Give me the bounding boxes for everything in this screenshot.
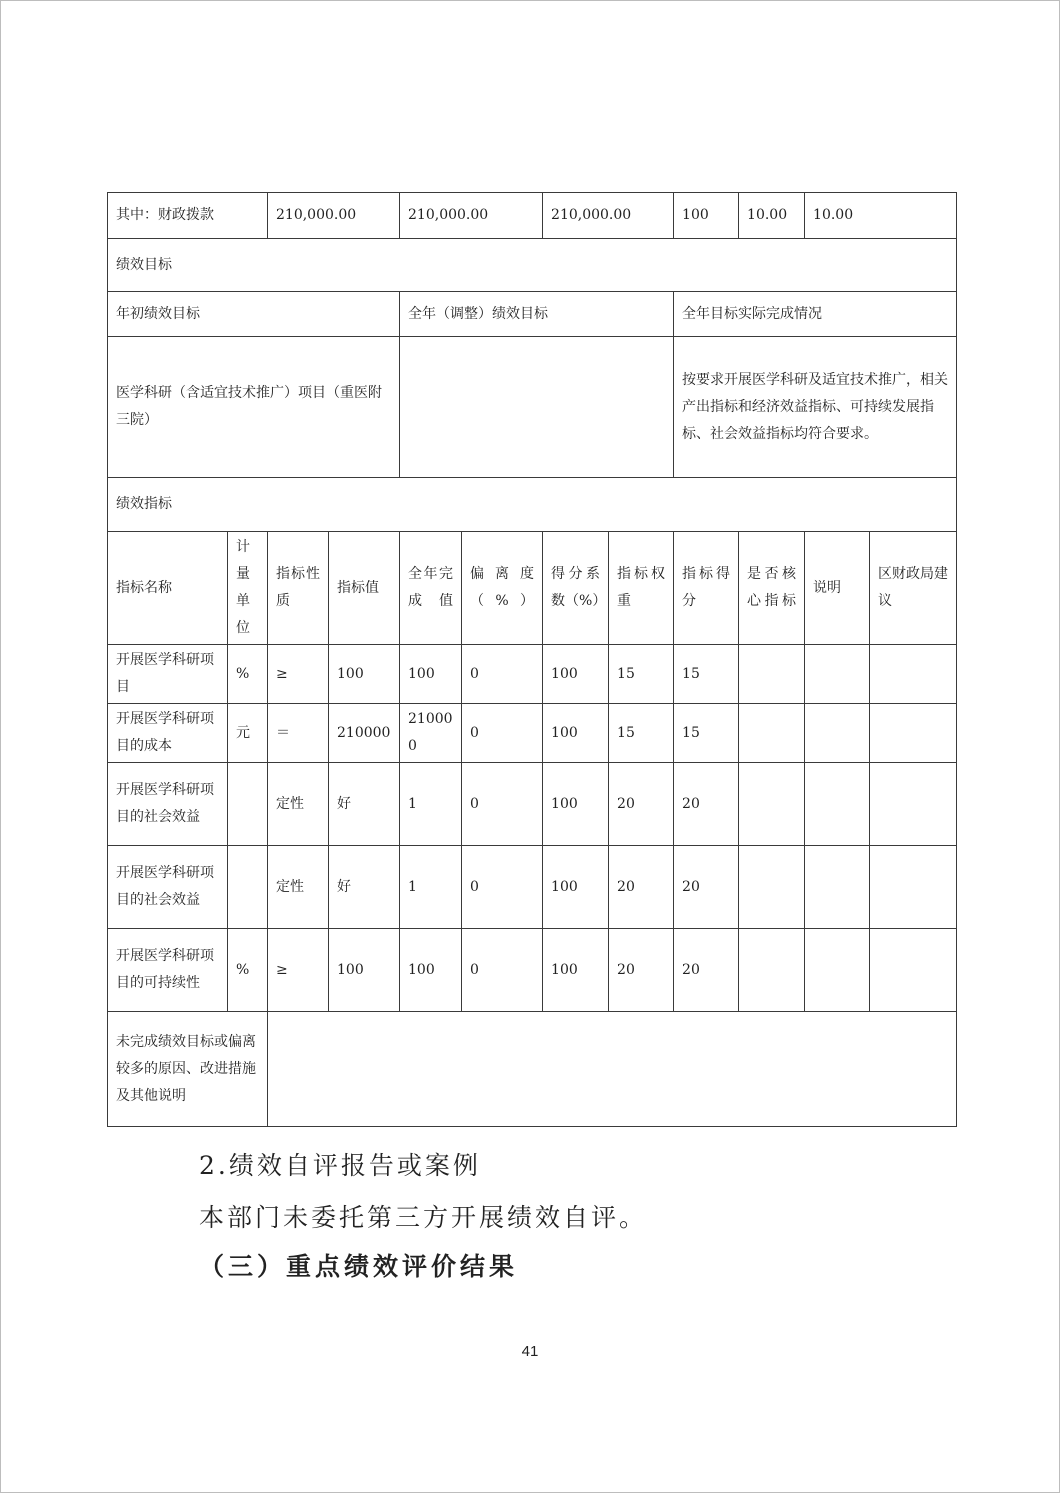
indicator-score: 20 (674, 763, 739, 846)
execution-rate: 100 (674, 193, 739, 239)
indicator-name: 开展医学科研项目的社会效益 (108, 763, 228, 846)
funding-row (108, 193, 957, 239)
header-weight: 指标权重 (609, 532, 674, 645)
table-row (108, 645, 957, 704)
table-row (108, 704, 957, 763)
remarks-label: 未完成绩效目标或偏离较多的原因、改进措施及其他说明 (108, 1012, 268, 1127)
goal-adjusted-text (400, 337, 674, 478)
indicator-note (805, 763, 870, 846)
indicator-weight: 15 (609, 704, 674, 763)
indicator-advice (870, 645, 957, 704)
remarks-value (268, 1012, 957, 1127)
indicator-unit: % (228, 645, 268, 704)
indicator-core (739, 704, 805, 763)
indicator-header-row (108, 532, 957, 645)
goal-initial-text: 医学科研（含适宜技术推广）项目（重医附三院） (108, 337, 400, 478)
section-heading-key-evaluation: （三）重点绩效评价结果 (199, 1252, 519, 1281)
indicator-nature: 定性 (268, 846, 329, 929)
goal-initial-header: 年初绩效目标 (108, 292, 400, 337)
header-name: 指标名称 (108, 532, 228, 645)
indicator-note (805, 704, 870, 763)
header-score: 指标得分 (674, 532, 739, 645)
budget-full: 210,000.00 (400, 193, 543, 239)
indicator-core (739, 763, 805, 846)
indicator-core (739, 846, 805, 929)
indicator-deviation: 0 (462, 929, 543, 1012)
performance-table (107, 192, 957, 1127)
indicator-nature: ≥ (268, 929, 329, 1012)
indicator-nature: ＝ (268, 704, 329, 763)
indicator-coef: 100 (543, 704, 609, 763)
indicator-deviation: 0 (462, 645, 543, 704)
indicator-name: 开展医学科研项目 (108, 645, 228, 704)
indicator-name: 开展医学科研项目的社会效益 (108, 846, 228, 929)
indicator-unit (228, 846, 268, 929)
indicator-weight: 15 (609, 645, 674, 704)
header-deviation: 偏离度（%） (462, 532, 543, 645)
indicator-actual: 100 (400, 645, 462, 704)
indicator-target: 100 (329, 645, 400, 704)
indicator-target: 好 (329, 846, 400, 929)
indicator-name: 开展医学科研项目的成本 (108, 704, 228, 763)
indicator-coef: 100 (543, 645, 609, 704)
indicator-score: 15 (674, 704, 739, 763)
funding-label: 其中：财政拨款 (108, 193, 268, 239)
indicator-score: 15 (674, 645, 739, 704)
indicator-actual: 1 (400, 763, 462, 846)
indicator-actual: 100 (400, 929, 462, 1012)
goal-header-row (108, 292, 957, 337)
goal-actual-text: 按要求开展医学科研及适宜技术推广，相关产出指标和经济效益指标、可持续发展指标、社会效益指标均符合要求。 (674, 337, 957, 478)
header-coef: 得分系数（%） (543, 532, 609, 645)
page-number: 41 (521, 1343, 539, 1360)
indicator-weight: 20 (609, 763, 674, 846)
header-advice: 区财政局建议 (870, 532, 957, 645)
indicator-core (739, 929, 805, 1012)
indicator-section-row (108, 478, 957, 532)
indicator-score: 20 (674, 929, 739, 1012)
paragraph-self-evaluation: 本部门未委托第三方开展绩效自评。 (199, 1203, 648, 1232)
indicator-advice (870, 763, 957, 846)
indicator-deviation: 0 (462, 763, 543, 846)
goal-actual-header: 全年目标实际完成情况 (674, 292, 957, 337)
goal-section-title: 绩效目标 (108, 239, 957, 292)
budget-start: 210,000.00 (268, 193, 400, 239)
header-core: 是否核心指标 (739, 532, 805, 645)
indicator-advice (870, 704, 957, 763)
indicator-coef: 100 (543, 763, 609, 846)
goal-content-row (108, 337, 957, 478)
indicator-core (739, 645, 805, 704)
indicator-target: 好 (329, 763, 400, 846)
header-unit: 计量单位 (228, 532, 268, 645)
indicator-target: 210000 (329, 704, 400, 763)
indicator-unit: 元 (228, 704, 268, 763)
indicator-unit (228, 763, 268, 846)
indicator-nature: 定性 (268, 763, 329, 846)
table-row (108, 763, 957, 846)
indicator-target: 100 (329, 929, 400, 1012)
indicator-advice (870, 929, 957, 1012)
indicator-note (805, 929, 870, 1012)
goal-section-row (108, 239, 957, 292)
funding-weight: 10.00 (739, 193, 805, 239)
remarks-row (108, 1012, 957, 1127)
indicator-section-title: 绩效指标 (108, 478, 957, 532)
goal-adjusted-header: 全年（调整）绩效目标 (400, 292, 674, 337)
indicator-weight: 20 (609, 846, 674, 929)
header-note: 说明 (805, 532, 870, 645)
table-row (108, 846, 957, 929)
table-row (108, 929, 957, 1012)
indicator-actual: 210000 (400, 704, 462, 763)
indicator-coef: 100 (543, 846, 609, 929)
indicator-nature: ≥ (268, 645, 329, 704)
funding-score: 10.00 (805, 193, 957, 239)
indicator-note (805, 846, 870, 929)
header-nature: 指标性质 (268, 532, 329, 645)
indicator-unit: % (228, 929, 268, 1012)
indicator-note (805, 645, 870, 704)
indicator-advice (870, 846, 957, 929)
indicator-weight: 20 (609, 929, 674, 1012)
indicator-deviation: 0 (462, 704, 543, 763)
section-heading-report: 2.绩效自评报告或案例 (199, 1151, 481, 1180)
indicator-name: 开展医学科研项目的可持续性 (108, 929, 228, 1012)
indicator-score: 20 (674, 846, 739, 929)
indicator-actual: 1 (400, 846, 462, 929)
header-actual: 全年完成值 (400, 532, 462, 645)
header-target: 指标值 (329, 532, 400, 645)
indicator-deviation: 0 (462, 846, 543, 929)
executed-amount: 210,000.00 (543, 193, 674, 239)
indicator-coef: 100 (543, 929, 609, 1012)
